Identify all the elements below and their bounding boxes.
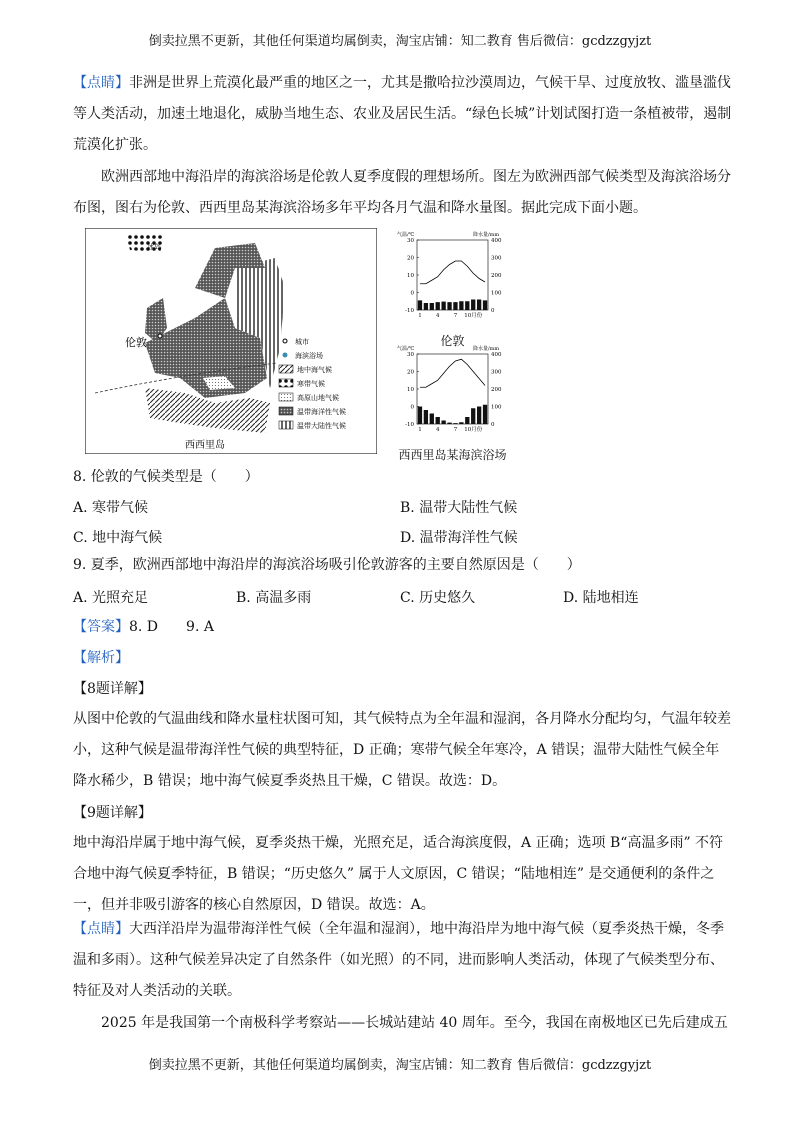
month-tick-label: 1 [418,313,422,319]
precip-bar [424,303,428,310]
legend-swatch [279,407,293,415]
precip-tick-label: 400 [491,352,502,358]
precip-tick-label: 100 [491,404,502,411]
q8-detail-text: 从图中伦敦的气温曲线和降水量柱状图可知，其气候特点为全年温和湿润，各月降水分配均匀，气温年较差小，这种气候是温带海洋性气候的典型特征，D 正确；寒带气候全年寒冷，A 错误；温带大陆性气候全年降水稀少，B 错误；地中海气候夏季炎热且干燥，C 错误。故选：D。 [73,711,731,789]
precip-tick-label: 300 [491,369,502,376]
precip-bar [418,300,422,310]
temp-tick-label: -10 [405,422,414,428]
month-tick-label: 4 [435,427,440,433]
precip-bar [430,414,434,425]
legend-label: 地中海气候 [297,366,332,374]
precip-tick-label: 0 [491,422,495,428]
note-text: 大西洋沿岸为温带海洋性气候（全年温和湿润），地中海沿岸为地中海气候（夏季炎热干燥，冬季温和多雨）。这种气候差异决定了自然条件（如光照）的不同，进而影响人类活动，体现了气候类型分布、特征及对人类活动的关联。 [73,921,724,999]
precip-bar [436,302,440,310]
month-tick-label: 1 [418,427,422,433]
precip-bar [430,303,434,310]
precip-bar [465,301,469,310]
page-footer-watermark: 倒卖拉黑不更新，其他任何渠道均属倒卖，淘宝店铺：知二教育 售后微信：gcdzzgyjzt [148,1058,652,1073]
q8-option-d: D. 温带海洋性气候 [400,530,518,546]
map-label-london: 伦敦 [125,336,147,349]
next-question-intro: 2025 年是我国第一个南极科学考察站——长城站建站 40 周年。至今，我国在南极地区已先后建成五 [101,1015,728,1031]
legend-label: 海滨浴场 [295,352,323,360]
q9-detail-tag: 【9题详解】 [73,805,152,821]
q9-detail-text: 地中海沿岸属于地中海气候，夏季炎热干燥，光照充足，适合海滨度假，A 正确；选项 B“高温多雨” 不符合地中海气候夏季特征，B 错误；“历史悠久” 属于人文原因，C 错误；“陆地相连” 是交通便利的条件之一，但并非吸引游客的核心自然原因，D 错误。故选：A。 [73,835,724,913]
legend-beach-icon [283,353,288,358]
climate-chart-london-svg [395,228,510,328]
climate-chart-london [395,228,510,349]
answer-tag: 【答案】 [73,619,129,635]
precip-bar [483,405,487,424]
temp-tick-label: 20 [407,255,414,262]
precip-tick-label: 200 [491,273,502,279]
legend-swatch [279,421,293,429]
q9-option-b: B. 高温多雨 [236,590,312,606]
legend-swatch [279,393,293,401]
climate-chart-sicily-svg [395,342,510,442]
note-2 [73,914,733,1007]
temperature-line [420,359,485,387]
temp-tick-label: 10 [407,387,414,393]
answer-line [73,612,733,643]
page-header-watermark: 倒卖拉黑不更新，其他任何渠道均属倒卖，淘宝店铺：知二教育 售后微信：gcdzzgyjzt [148,34,652,49]
legend-city-icon [283,339,287,343]
answer-text: 8. D 9. A [129,619,214,635]
precip-bar [471,408,475,424]
precip-tick-label: 100 [491,290,502,297]
map-label-sicily: 西西里岛 [185,440,225,451]
q8-option-c: C. 地中海气候 [73,530,163,546]
analysis-tag: 【解析】 [73,650,129,666]
precip-bar [471,300,475,311]
left-axis-title: 气温/℃ [397,232,415,238]
precip-bar [424,410,428,424]
europe-climate-map [85,228,377,454]
legend-label: 高原山地气候 [297,394,339,402]
prev-note [73,68,733,161]
precip-bar [436,417,440,424]
legend-label: 城市 [295,338,309,346]
temp-tick-label: 0 [410,290,414,297]
precip-bar [459,422,463,424]
precip-tick-label: 0 [491,308,495,314]
temp-tick-label: 10 [407,273,414,279]
legend-swatch [279,379,293,387]
precip-bar [459,301,463,310]
right-axis-title: 降水量/mm [473,232,500,238]
legend-label: 温带大陆性气候 [297,422,346,430]
temp-tick-label: -10 [405,308,414,314]
q8-detail-tag: 【8题详解】 [73,681,152,697]
legend-swatch [279,365,293,373]
month-tick-label: 7 [453,313,458,319]
temp-tick-label: 20 [407,369,414,376]
precip-bar [441,421,445,425]
legend-label: 温带海洋性气候 [297,408,346,416]
note-tag: 【点睛】 [73,921,129,937]
month-tick-label: 10月份 [464,313,483,319]
precip-bar [441,302,445,310]
legend-label: 寒带气候 [297,380,325,388]
q8-option-b: B. 温带大陆性气候 [400,500,518,516]
precip-bar [477,407,481,425]
left-axis-title: 气温/℃ [397,346,415,352]
q9-option-c: C. 历史悠久 [400,590,476,606]
month-tick-label: 10月份 [464,427,483,433]
london-city-marker [158,334,162,338]
note-text: 非洲是世界上荒漠化最严重的地区之一，尤其是撒哈拉沙漠周边，气候干旱、过度放牧、滥垦滥伐等人类活动，加速土地退化，威胁当地生态、农业及居民生活。“绿色长城”计划试图打造一条植被带，遏制荒漠化扩张。 [73,75,732,153]
precip-tick-label: 300 [491,255,502,262]
chart-caption: 西西里岛某海滨浴场 [398,448,507,462]
month-tick-label: 4 [435,313,440,319]
precip-bar [453,423,457,424]
map-label-iceland: 冰岛 [147,243,161,251]
chart-caption: 伦敦 [440,334,465,348]
climate-chart-sicily [395,342,510,463]
q8-option-a: A. 寒带气候 [73,500,149,516]
month-tick-label: 7 [453,427,458,433]
precip-bar [453,302,457,310]
precip-tick-label: 200 [491,387,502,393]
precip-bar [477,300,481,311]
question-9-stem: 9. 夏季，欧洲西部地中海沿岸的海滨浴场吸引伦敦游客的主要自然原因是（ ） [73,557,581,573]
temp-tick-label: 30 [407,352,414,358]
temp-tick-label: 0 [410,404,414,411]
q9-option-d: D. 陆地相连 [563,590,639,606]
precip-bar [483,300,487,310]
temp-tick-label: 30 [407,238,414,244]
precip-bar [447,302,451,310]
q9-option-a: A. 光照充足 [73,590,149,606]
question-8-stem: 8. 伦敦的气候类型是（ ） [73,469,259,485]
question-intro: 欧洲西部地中海沿岸的海滨浴场是伦敦人夏季度假的理想场所。图左为欧洲西部气候类型及海滨浴场分布图，图右为伦敦、西西里岛某海滨浴场多年平均各月气温和降水量图。据此完成下面小题。 [73,169,731,216]
temperature-line [420,261,485,284]
precip-bar [465,417,469,424]
precip-bar [447,423,451,424]
precip-bar [418,407,422,425]
precip-tick-label: 400 [491,238,502,244]
right-axis-title: 降水量/mm [473,346,500,352]
note-tag: 【点睛】 [73,75,129,91]
